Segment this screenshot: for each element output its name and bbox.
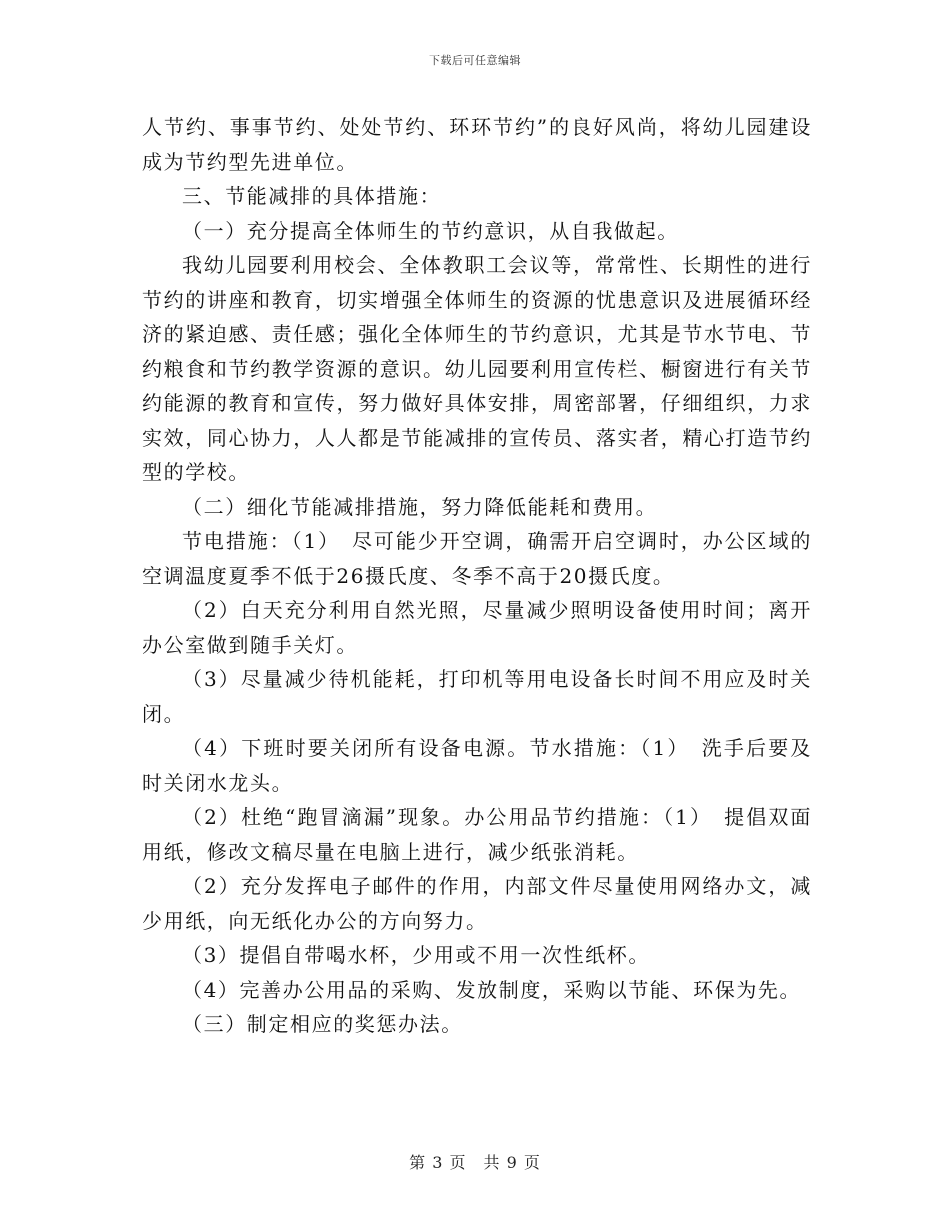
current-page-number: 3 — [432, 1153, 444, 1172]
paragraph: 我幼儿园要利用校会、全体教职工会议等，常常性、长期性的进行节约的讲座和教育，切实增强全体师生的资源的忧患意识及进展循环经济的紧迫感、责任感；强化全体师生的节约意识，尤其是节水节电、节约粮食和节约教学资源的意识。幼儿园要利用宣传栏、橱窗进行有关节约能源的教育和宣传，努力做好具体安排，周密部署，仔细组织，力求实效，同心协力，人人都是节能减排的宣传员、落实者，精心打造节约型的学校。 — [142, 253, 812, 484]
page-header: 下载后可任意编辑 — [429, 54, 521, 67]
paragraph: 人节约、事事节约、处处节约、环环节约”的良好风尚，将幼儿园建设成为节约型先进单位。 — [142, 115, 812, 174]
list-item: （3）尽量减少待机能耗，打印机等用电设备长时间不用应及时关闭。 — [142, 667, 812, 726]
subsection-heading: （三）制定相应的奖惩办法。 — [182, 1012, 463, 1036]
list-item: （4）下班时要关闭所有设备电源。节水措施：（1） 洗手后要及时关闭水龙头。 — [142, 736, 812, 795]
footer-suffix: 页 — [523, 1153, 541, 1172]
page-footer — [0, 1150, 950, 1173]
list-item: （3）提倡自带喝水杯，少用或不用一次性纸杯。 — [182, 943, 650, 967]
subsection-heading: （一）充分提高全体师生的节约意识，从自我做起。 — [182, 218, 679, 243]
footer-prefix: 第 — [409, 1153, 427, 1172]
list-item: （2）杜绝“跑冒滴漏”现象。办公用品节约措施：（1） 提倡双面用纸，修改文稿尽量在电脑上进行，减少纸张消耗。 — [142, 805, 812, 864]
list-item: （2）白天充分利用自然光照，尽量减少照明设备使用时间；离开办公室做到随手关灯。 — [142, 598, 812, 657]
section-heading: 三、节能减排的具体措施： — [182, 184, 442, 208]
list-item: （2）充分发挥电子邮件的作用，内部文件尽量使用网络办文，减少用纸，向无纸化办公的方向努力。 — [142, 874, 812, 933]
footer-middle: 页 共 — [449, 1153, 501, 1172]
subsection-heading: （二）细化节能减排措施，努力降低能耗和费用。 — [182, 494, 658, 519]
list-item: 节电措施：（1） 尽可能少开空调，确需开启空调时，办公区域的空调温度夏季不低于26摄氏度、冬季不高于20摄氏度。 — [142, 529, 812, 588]
list-item: （4）完善办公用品的采购、发放制度，采购以节能、环保为先。 — [182, 977, 802, 1002]
document-body — [142, 110, 812, 1042]
total-pages-number: 9 — [506, 1153, 518, 1172]
